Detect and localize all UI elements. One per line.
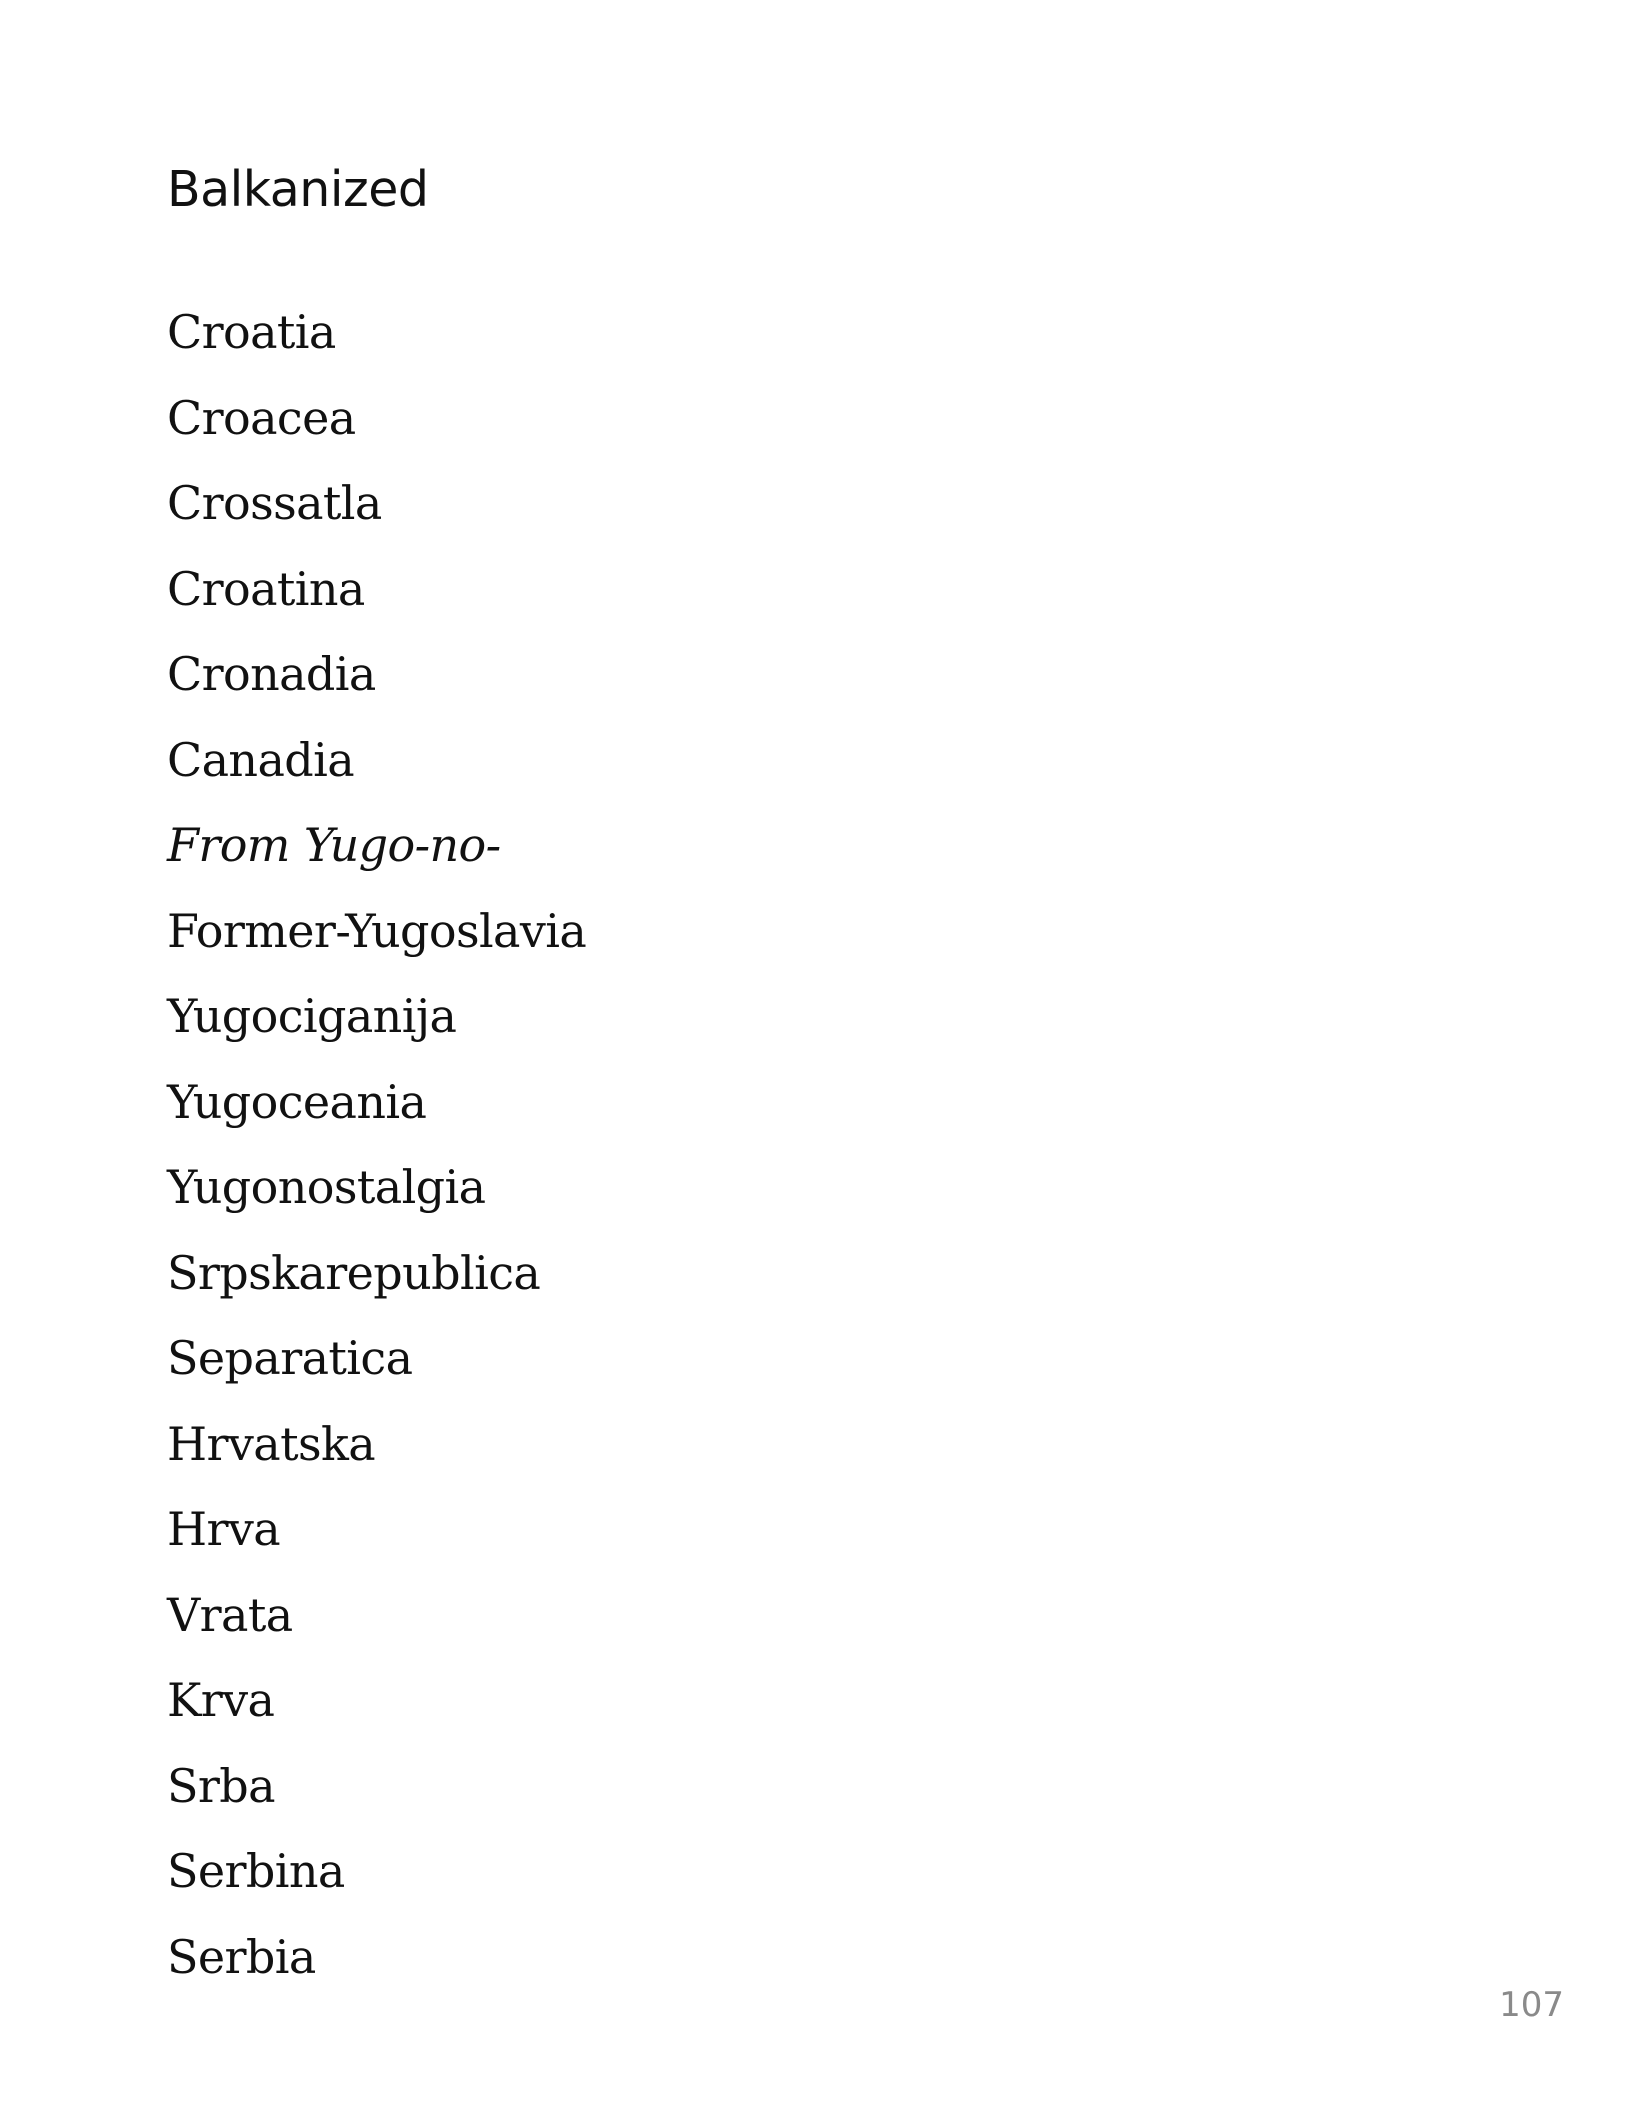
poem-line: Canadia [167, 732, 355, 787]
poem-line: Hrva [167, 1502, 281, 1556]
page-number: 107 [1499, 1985, 1564, 2025]
page-title: Balkanized [167, 161, 429, 218]
poem-line: Crossatla [167, 476, 382, 530]
poem-line: Hrvatska [167, 1416, 376, 1471]
poem-line: Yugoceania [167, 1074, 427, 1129]
poem-line: Vrata [167, 1587, 293, 1642]
poem-line: Cronadia [167, 647, 376, 701]
poem-line: Srpskarepublica [167, 1245, 541, 1300]
poem-line: Serbina [167, 1844, 345, 1898]
poem-line: Separatica [167, 1331, 413, 1385]
poem-line: Croacea [167, 390, 356, 445]
poem-line: Former-Yugoslavia [167, 903, 587, 958]
poem-line: Yugonostalgia [167, 1160, 486, 1214]
poem-line: Yugociganija [167, 989, 457, 1043]
poem-line: Croatia [167, 305, 336, 359]
poem-line: Croatina [167, 561, 365, 616]
poem-line: Serbia [167, 1929, 316, 1984]
poem-line-italic: From Yugo-no- [167, 818, 501, 872]
poem-line: Krva [167, 1673, 275, 1727]
poem-line: Srba [167, 1758, 275, 1813]
poem-lines [167, 290, 586, 2000]
